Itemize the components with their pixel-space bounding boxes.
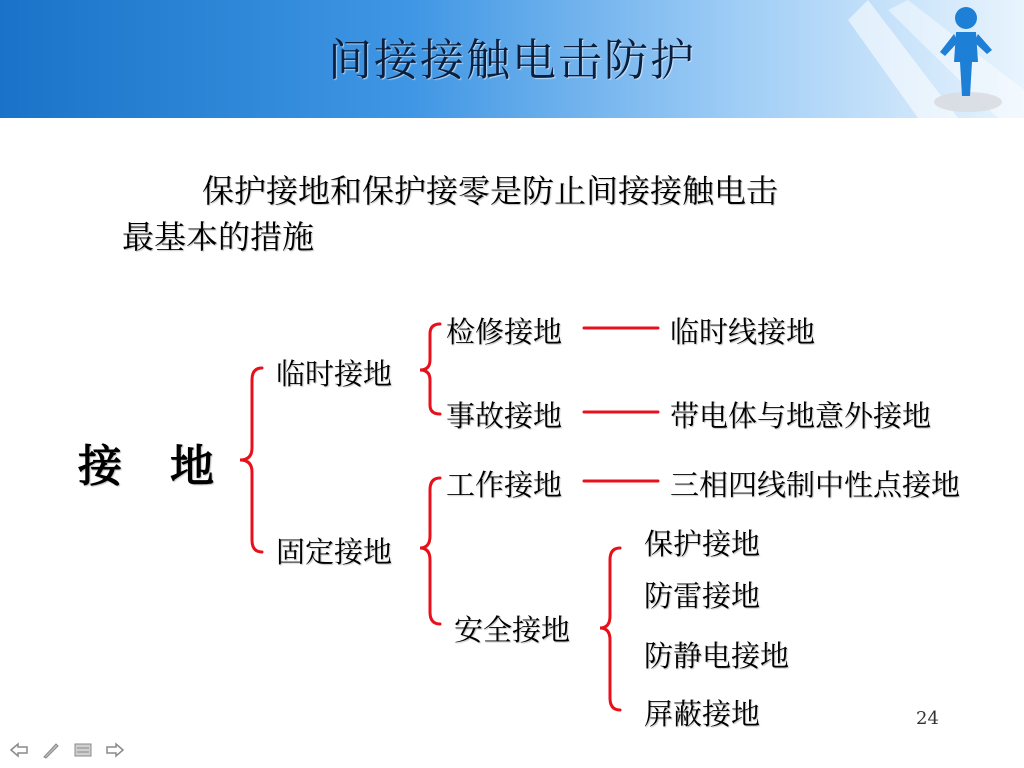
accident-grounding-label: 事故接地 bbox=[446, 399, 563, 433]
safety-item: 防雷接地 bbox=[644, 579, 761, 613]
page-number: 24 bbox=[916, 708, 939, 729]
root-brace bbox=[240, 368, 262, 552]
intro-text-line2: 最基本的措施 bbox=[122, 218, 315, 256]
intro-text-line1: 保护接地和保护接零是防止间接接触电击 bbox=[202, 172, 779, 210]
working-grounding-note: 三相四线制中性点接地 bbox=[670, 468, 961, 502]
safety-item: 保护接地 bbox=[644, 527, 761, 561]
safety-grounding-label: 安全接地 bbox=[454, 613, 571, 647]
safety-item: 屏蔽接地 bbox=[644, 697, 761, 731]
fixed-brace bbox=[420, 478, 440, 624]
maintenance-grounding-note: 临时线接地 bbox=[670, 315, 816, 349]
fixed-grounding-label: 固定接地 bbox=[276, 535, 393, 569]
working-grounding-label: 工作接地 bbox=[446, 468, 563, 502]
next-arrow-icon[interactable] bbox=[104, 739, 126, 761]
slide-navigation bbox=[8, 736, 138, 764]
tree-root-label: 接 地 bbox=[78, 441, 216, 492]
safety-brace bbox=[600, 548, 620, 710]
accident-grounding-note: 带电体与地意外接地 bbox=[670, 399, 932, 433]
menu-icon[interactable] bbox=[72, 739, 94, 761]
slide-title: 间接接触电击防护 bbox=[328, 35, 696, 86]
maintenance-grounding-label: 检修接地 bbox=[446, 315, 563, 349]
prev-arrow-icon[interactable] bbox=[8, 739, 30, 761]
temporary-brace bbox=[420, 324, 440, 414]
safety-item: 防静电接地 bbox=[644, 639, 790, 673]
temporary-grounding-label: 临时接地 bbox=[276, 357, 393, 391]
pen-icon[interactable] bbox=[40, 739, 62, 761]
